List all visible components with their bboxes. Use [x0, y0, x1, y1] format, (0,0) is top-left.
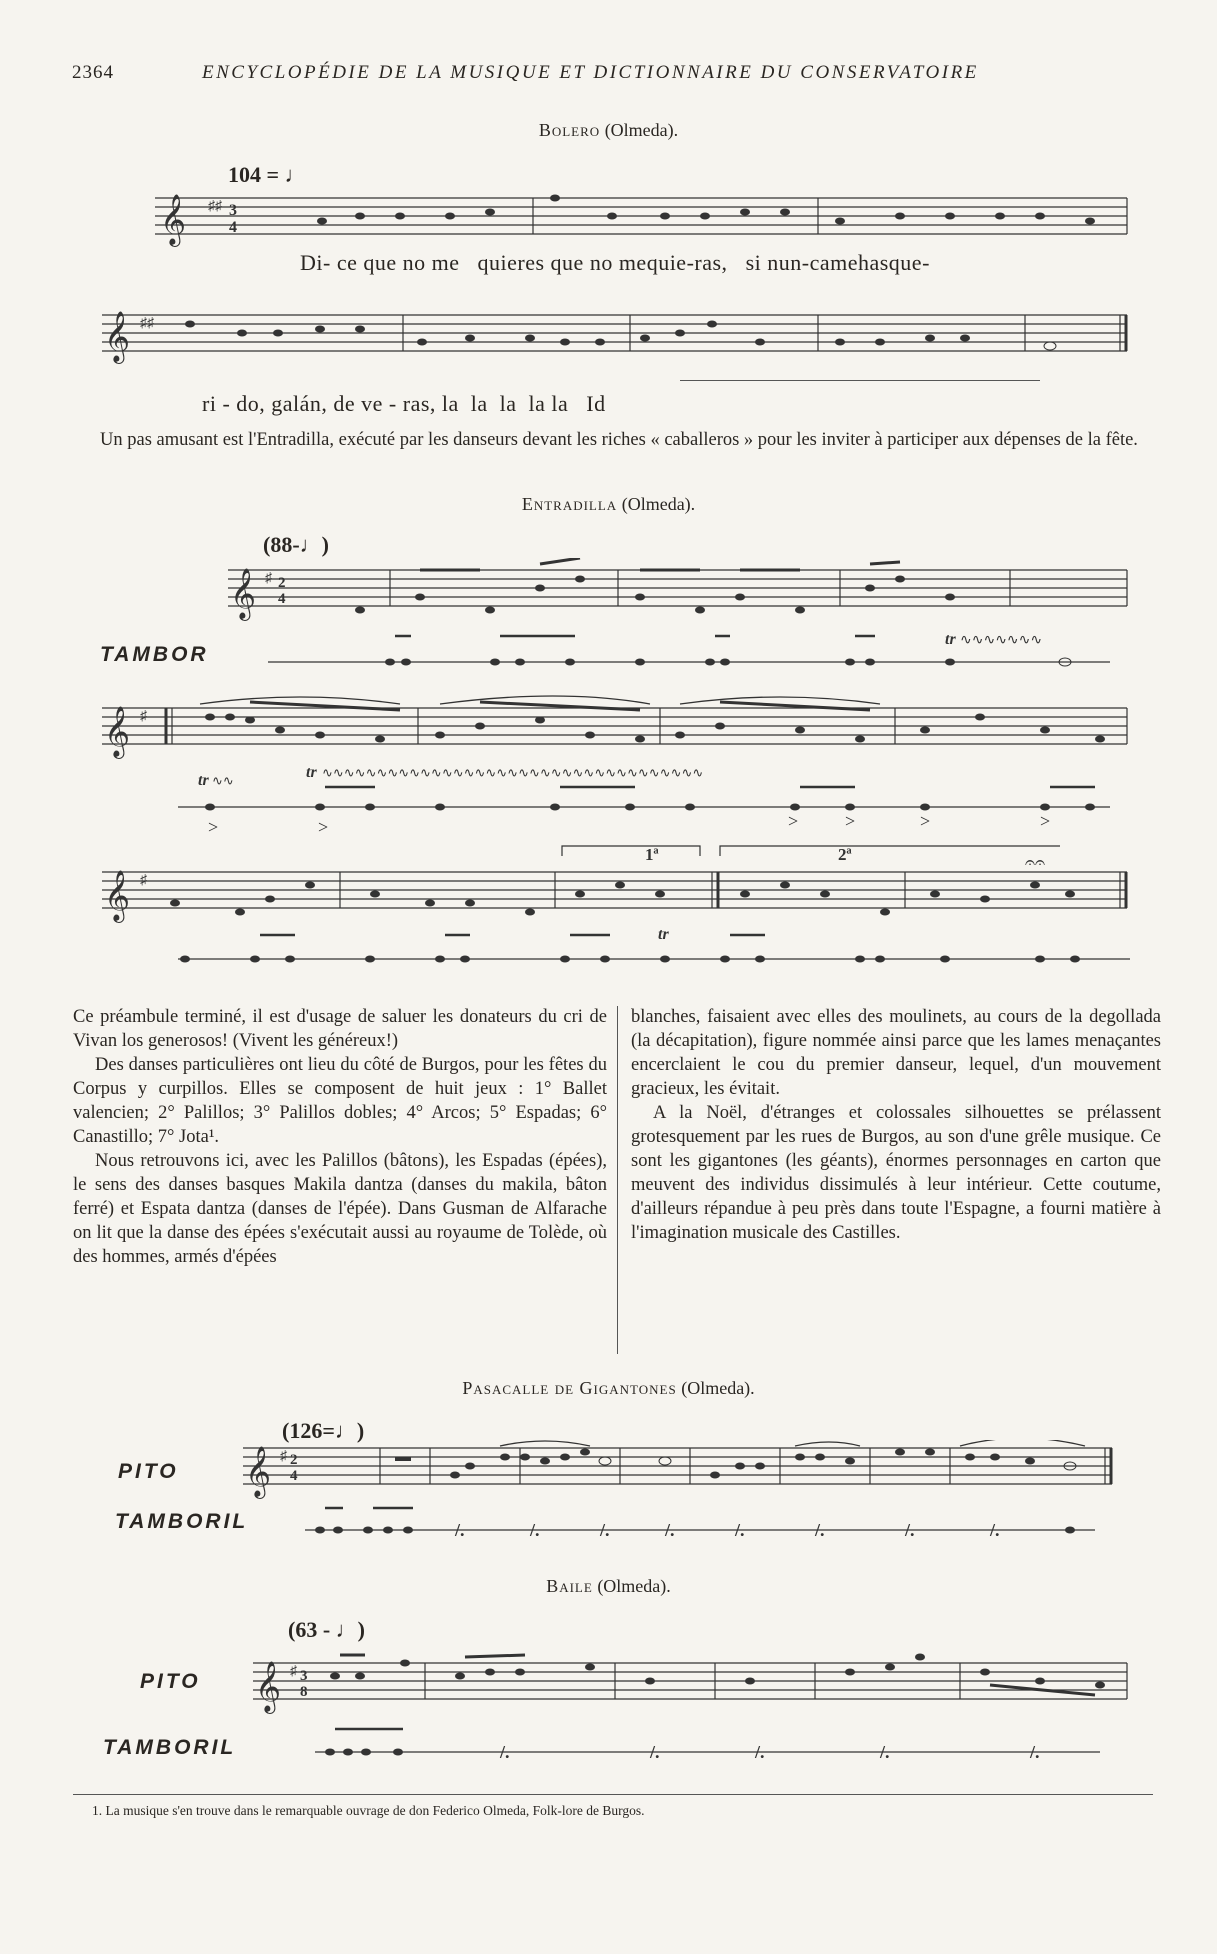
svg-text:tr: tr [945, 631, 956, 648]
baile-staff [0, 1645, 1217, 1775]
entradilla-title: Entradilla (Olmeda). [521, 494, 696, 514]
svg-text:/.: /. [500, 1742, 510, 1762]
svg-text:/.: /. [600, 1520, 610, 1540]
svg-text:/.: /. [815, 1520, 825, 1540]
svg-text:/.: /. [665, 1520, 675, 1540]
footnote: 1. La musique s'en trouve dans le remarquable ouvrage de don Federico Olmeda, Folk-lore de Burgos. [92, 1803, 645, 1818]
svg-text:2: 2 [278, 575, 286, 591]
svg-text:>: > [788, 811, 799, 831]
entradilla-tambor-line-1 [0, 630, 1217, 680]
svg-text:>: > [318, 817, 329, 837]
baile-title: Baile (Olmeda). [546, 1576, 671, 1596]
svg-text:>: > [845, 811, 856, 831]
svg-text:tr: tr [306, 765, 317, 781]
svg-text:/.: /. [455, 1520, 465, 1540]
svg-text:𝄞: 𝄞 [104, 870, 131, 921]
baile-tempo: (63 - ♩) [288, 1617, 365, 1642]
entradilla-staff-3 [0, 840, 1217, 925]
bolero-lyrics-1: Di- ce que no me quieres que no mequie-ras, si nun-camehasque- [300, 250, 930, 275]
pasacalle-pito-label: PITO [118, 1460, 179, 1483]
lyric-extender-line [680, 380, 1040, 381]
svg-text:3: 3 [300, 1668, 308, 1684]
entradilla-tambor-label: TAMBOR [100, 643, 209, 666]
pasacalle-staff [0, 1440, 1217, 1550]
entradilla-staff-2 [0, 690, 1217, 760]
svg-text:∿∿: ∿∿ [212, 773, 234, 788]
svg-text:𝄞: 𝄞 [255, 1661, 282, 1712]
svg-text:/.: /. [990, 1520, 1000, 1540]
svg-text:♯♯: ♯♯ [208, 199, 222, 214]
bolero-title: Bolero (Olmeda). [538, 120, 679, 140]
svg-text:/.: /. [905, 1520, 915, 1540]
svg-text:𝄐𝄐: 𝄐𝄐 [1025, 852, 1046, 872]
svg-text:𝄞: 𝄞 [245, 1446, 272, 1497]
svg-text:>: > [208, 817, 219, 837]
svg-text:tr: tr [658, 926, 669, 943]
bolero-tempo: 104 = ♩ [228, 162, 307, 187]
running-title: ENCYCLOPÉDIE DE LA MUSIQUE ET DICTIONNAIRE DU CONSERVATOIRE [202, 62, 979, 83]
svg-text:𝄞: 𝄞 [104, 706, 131, 757]
svg-text:1ª: 1ª [645, 845, 659, 864]
baile-tamboril-label: TAMBORIL [103, 1736, 237, 1759]
svg-text:/.: /. [650, 1742, 660, 1762]
page-number: 2364 [72, 62, 114, 83]
footnote-rule [73, 1794, 1153, 1795]
svg-text:♯: ♯ [140, 709, 147, 724]
svg-text:>: > [920, 811, 931, 831]
svg-text:𝄞: 𝄞 [230, 568, 257, 619]
svg-text:♯: ♯ [280, 1449, 287, 1464]
svg-text:2ª: 2ª [838, 845, 852, 864]
svg-text:>: > [1040, 811, 1051, 831]
svg-text:♯: ♯ [290, 1664, 297, 1679]
entradilla-staff-1 [0, 558, 1217, 628]
svg-text:/.: /. [1030, 1742, 1040, 1762]
pasacalle-tamboril-label: TAMBORIL [115, 1510, 249, 1533]
svg-text:/.: /. [755, 1742, 765, 1762]
left-column: Ce préambule terminé, il est d'usage de saluer les donateurs du cri de Vivan los generosos! (Vivent les généreux!) Des danses particulières ont lieu du côté de Burgos, pour les fêtes du Corpus y curpillos. Elles se composent de huit jeux : 1° Ballet valencien; 2° Palillos; 3° Palillos dobles; 4° Arcos; 5° Espadas; 6° Canastillo; 7° Jota¹. Nous retrouvons ici, avec les Palillos (bâtons), les Espadas (épées), le sens des danses basques Makila dantza (danses du makila, bâton ferré) et Espata dantza (danses de l'épée). Dans Gusman de Alfarache on lit que la danse des épées s'exécutait aussi au royaume de Tolède, où des hommes, armés d'épées [73, 1007, 607, 1267]
pasacalle-title: Pasacalle de Gigantones (Olmeda). [462, 1378, 755, 1398]
svg-text:tr: tr [198, 772, 209, 789]
column-divider [617, 1006, 618, 1354]
right-column: blanches, faisaient avec elles des moulinets, au cours de la degollada (la décapitation), figure nommée ainsi parce que les lames menaçantes encerclaient le cou du premier danseur, lequel, d'un mouvement gracieux, les évitait. A la Noël, d'étranges et colossales silhouettes se prélassent grotesquement par les rues de Burgos, au son d'une grêle musique. Ce sont les gigantones (les géants), énormes personnages en carton que meuvent des individus dissimulés à leur intérieur. Cette coutume, d'ailleurs répandue à peu près dans toute l'Espagne, a fourni matière à l'imagination musicale des Castilles. [631, 1007, 1161, 1243]
bolero-staff-2 [0, 305, 1217, 365]
entradilla-tambor-line-2 [0, 765, 1217, 840]
svg-text:♯♯: ♯♯ [140, 316, 154, 331]
svg-text:3: 3 [229, 202, 237, 219]
svg-text:♯: ♯ [140, 873, 147, 888]
svg-text:/.: /. [530, 1520, 540, 1540]
entradilla-tempo: (88-♩) [263, 532, 329, 557]
svg-text:𝄞: 𝄞 [104, 311, 131, 362]
svg-text:4: 4 [290, 1468, 298, 1484]
svg-text:∿∿∿∿∿∿∿∿∿∿∿∿∿∿∿∿∿∿∿∿∿∿∿∿∿∿∿∿∿∿: ∿∿∿∿∿∿∿∿∿∿∿∿∿∿∿∿∿∿∿∿∿∿∿∿∿∿∿∿∿∿∿∿∿∿∿ [322, 765, 704, 780]
svg-text:8: 8 [300, 1684, 308, 1700]
svg-text:4: 4 [278, 591, 286, 607]
intro-paragraph: Un pas amusant est l'Entradilla, exécuté par les danseurs devant les riches « caballeros » pour les inviter à participer aux dépenses de la fête. [100, 430, 1138, 450]
bolero-lyrics-2: ri - do, galán, de ve - ras, la la la la la Id [202, 391, 606, 416]
pasacalle-tempo: (126=♩) [282, 1418, 365, 1443]
bolero-staff-1 [0, 188, 1217, 248]
baile-pito-label: PITO [140, 1670, 201, 1693]
svg-text:♯: ♯ [265, 571, 272, 586]
svg-text:∿∿∿∿∿∿∿: ∿∿∿∿∿∿∿ [960, 633, 1043, 648]
svg-text:4: 4 [229, 219, 237, 236]
entradilla-tambor-line-3 [0, 925, 1217, 990]
svg-text:/.: /. [880, 1742, 890, 1762]
svg-text:𝄞: 𝄞 [160, 194, 187, 245]
svg-text:/.: /. [735, 1520, 745, 1540]
svg-text:2: 2 [290, 1452, 298, 1468]
